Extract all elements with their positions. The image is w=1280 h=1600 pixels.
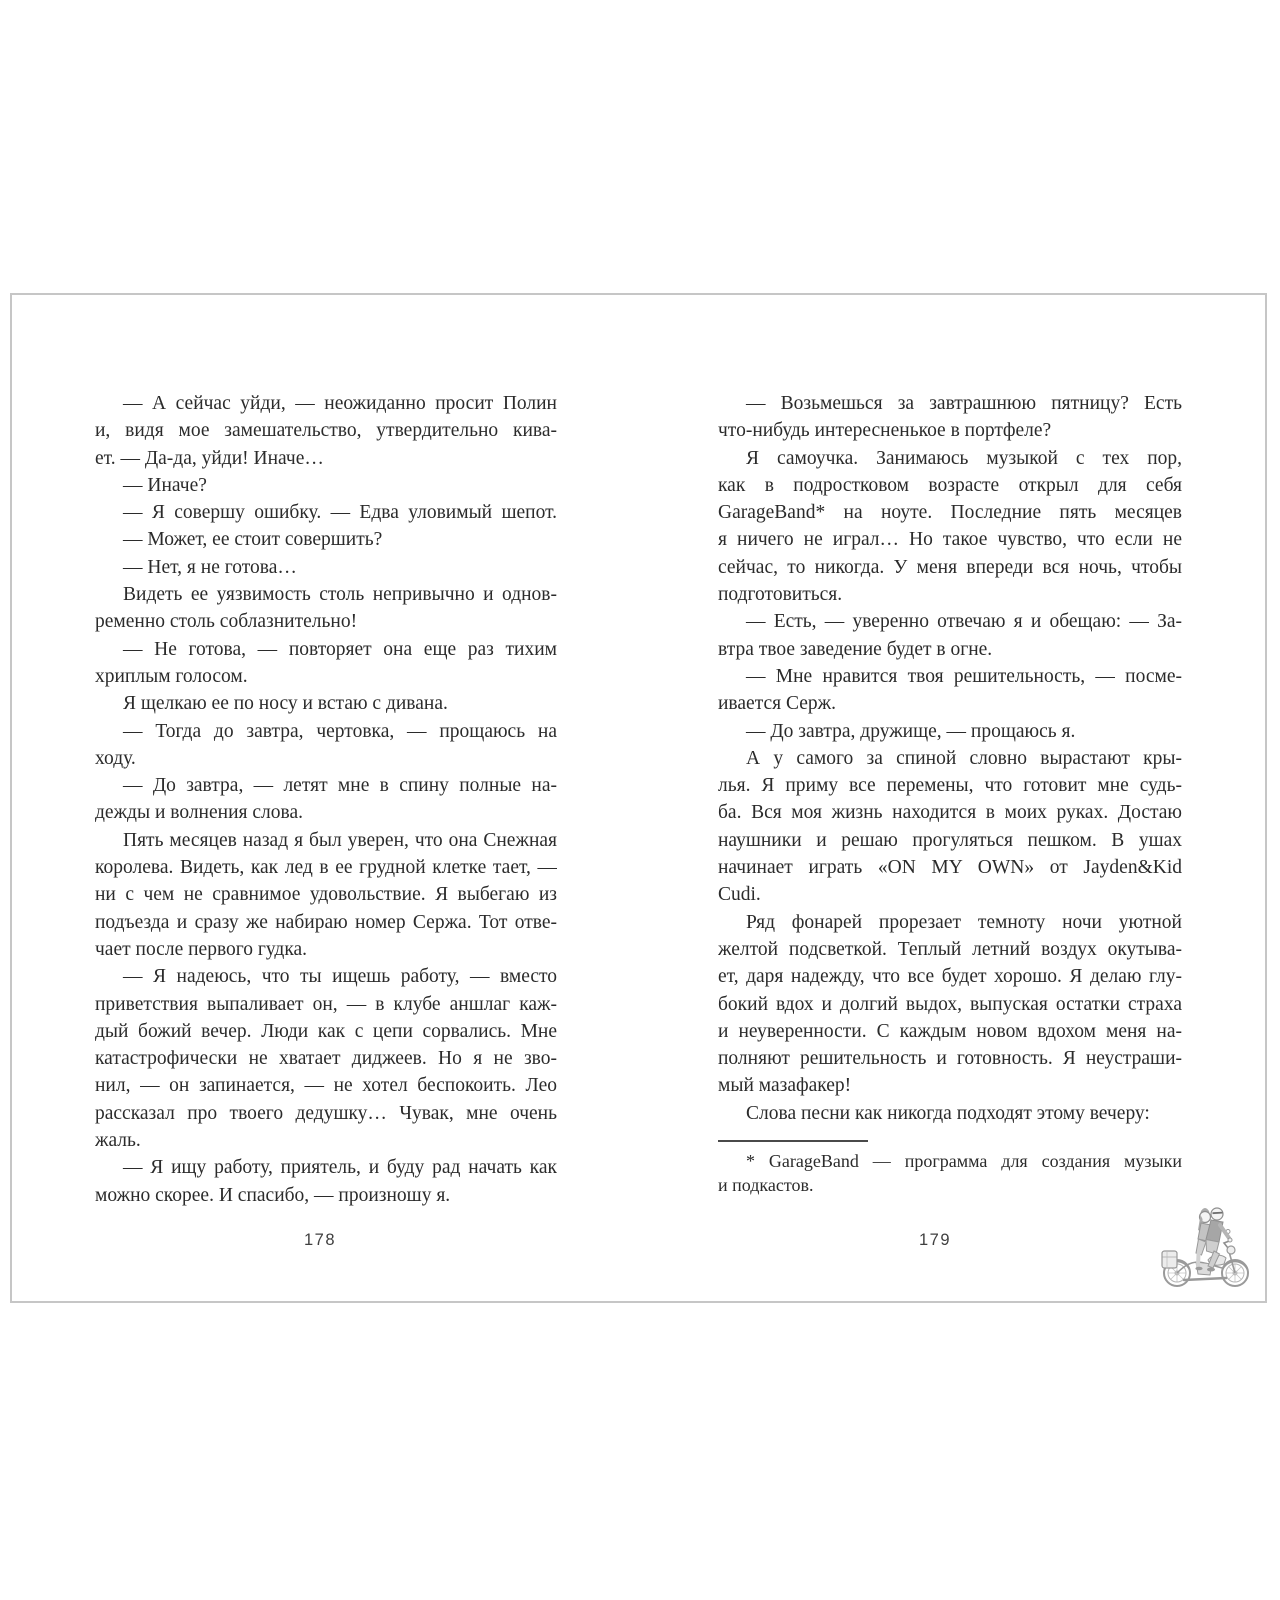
text-line: сейчас, то никогда. У меня впереди вся ночь, чтобы: [718, 556, 1182, 578]
text-line: начинает играть «ON MY OWN» от Jayden&Kid: [718, 857, 1182, 879]
text-line: как в подростковом возрасте открыл для себя: [718, 474, 1182, 496]
page-179-text-column: [718, 390, 1182, 1127]
text-line: — Есть, — уверенно отвечаю я и обещаю: — За-: [746, 611, 1182, 633]
text-line: мый мазафакер!: [718, 1075, 852, 1097]
book-spread: [10, 293, 1267, 1303]
text-line: и, видя мое замешательство, утвердительно кива-: [95, 420, 557, 442]
text-line: Я самоучка. Занимаюсь музыкой с тех пор,: [746, 447, 1182, 469]
text-line: — Я ищу работу, приятель, и буду рад начать как: [123, 1157, 557, 1179]
text-line: рассказал про твоего дедушку… Чувак, мне очень: [95, 1102, 557, 1124]
text-line: наушники и решаю прогуляться пешком. В ушах: [718, 829, 1182, 851]
text-line: и неуверенности. С каждым новом вдохом меня на-: [718, 1020, 1182, 1042]
text-line: ет. — Да-да, уйди! Иначе…: [95, 447, 324, 469]
footnote-divider: [718, 1140, 868, 1142]
text-line: GarageBand* на ноуте. Последние пять месяцев: [718, 502, 1182, 524]
page-number-left: 178: [303, 1231, 337, 1249]
text-line: — Возьмешься за завтрашнюю пятницу? Есть: [746, 393, 1182, 414]
text-line: втра твое заведение будет в огне.: [718, 638, 993, 660]
text-line: ременно столь соблазнительно!: [95, 611, 358, 633]
motorcycle-illustration: [1158, 1198, 1254, 1290]
text-line: — Не готова, — повторяет она еще раз тихим: [123, 638, 557, 660]
text-line: ба. Вся моя жизнь находится в моих руках. Достаю: [718, 802, 1182, 824]
text-line: королева. Видеть, как лед в ее грудной клетке тает, —: [95, 857, 557, 879]
text-line: Я щелкаю ее по носу и встаю с дивана.: [123, 693, 448, 715]
text-line: ивается Серж.: [718, 693, 836, 715]
text-line: и подкастов.: [718, 1175, 814, 1195]
text-line: полняют решительность и готовность. Я неустраши-: [718, 1048, 1182, 1070]
text-line: подъезда и сразу же набираю номер Сержа. Тот отве-: [95, 911, 557, 933]
text-line: приветствия выпаливает он, — в клубе аншлаг каж-: [95, 993, 557, 1015]
text-line: — До завтра, — летят мне в спину полные на-: [123, 775, 557, 797]
text-line: — Нет, я не готова…: [123, 556, 297, 578]
page-178-text-column: [95, 390, 557, 1209]
text-line: — Иначе?: [123, 474, 207, 496]
text-line: * GarageBand — программа для создания музыки: [746, 1151, 1182, 1171]
text-line: Слова песни как никогда подходят этому вечеру:: [746, 1102, 1150, 1124]
text-line: хриплым голосом.: [95, 665, 248, 687]
text-line: Cudi.: [718, 884, 761, 906]
text-line: чает после первого гудка.: [95, 938, 308, 960]
text-line: катастрофически не хватает диджеев. Но я не зво-: [95, 1048, 557, 1070]
text-line: лья. Я приму все перемены, что готовит мне судь-: [718, 775, 1182, 797]
text-line: ни с чем не сравнимое удовольствие. Я выбегаю из: [95, 884, 557, 906]
text-line: — А сейчас уйди, — неожиданно просит Полин: [123, 393, 557, 414]
text-line: можно скорее. И спасибо, — произношу я.: [95, 1184, 451, 1206]
text-line: — Я надеюсь, что ты ищешь работу, — вместо: [123, 966, 557, 988]
text-line: подготовиться.: [718, 584, 843, 606]
text-line: — Мне нравится твоя решительность, — посме-: [746, 665, 1182, 687]
text-line: — Тогда до завтра, чертовка, — прощаюсь на: [123, 720, 557, 742]
text-line: Пять месяцев назад я был уверен, что она Снежная: [123, 829, 557, 851]
page-number-right: 179: [918, 1231, 952, 1249]
text-line: нил, — он запинается, — не хотел беспокоить. Лео: [95, 1075, 557, 1097]
text-line: — Может, ее стоит совершить?: [123, 529, 383, 551]
text-line: — До завтра, дружище, — прощаюсь я.: [746, 720, 1076, 742]
footnote: [718, 1149, 1182, 1197]
text-line: Видеть ее уязвимость столь непривычно и однов-: [123, 584, 557, 606]
text-line: бокий вдох и долгий выдох, выпуская остатки страха: [718, 993, 1182, 1015]
text-line: — Я совершу ошибку. — Едва уловимый шепот.: [123, 502, 557, 524]
text-line: жаль.: [95, 1130, 141, 1152]
text-line: Ряд фонарей прорезает темноту ночи уютной: [746, 911, 1182, 933]
text-line: дый божий вечер. Люди как с цепи сорвались. Мне: [95, 1020, 557, 1042]
text-line: А у самого за спиной словно вырастают кры-: [746, 747, 1182, 769]
text-line: ходу.: [95, 747, 136, 769]
text-line: желтой подсветкой. Теплый летний воздух окутыва-: [718, 938, 1182, 960]
text-line: ет, даря надежду, что все будет хорошо. Я делаю глу-: [718, 966, 1182, 988]
text-line: дежды и волнения слова.: [95, 802, 303, 824]
text-line: что-нибудь интересненькое в портфеле?: [718, 420, 1052, 442]
text-line: я ничего не играл… Но такое чувство, что если не: [718, 529, 1182, 551]
